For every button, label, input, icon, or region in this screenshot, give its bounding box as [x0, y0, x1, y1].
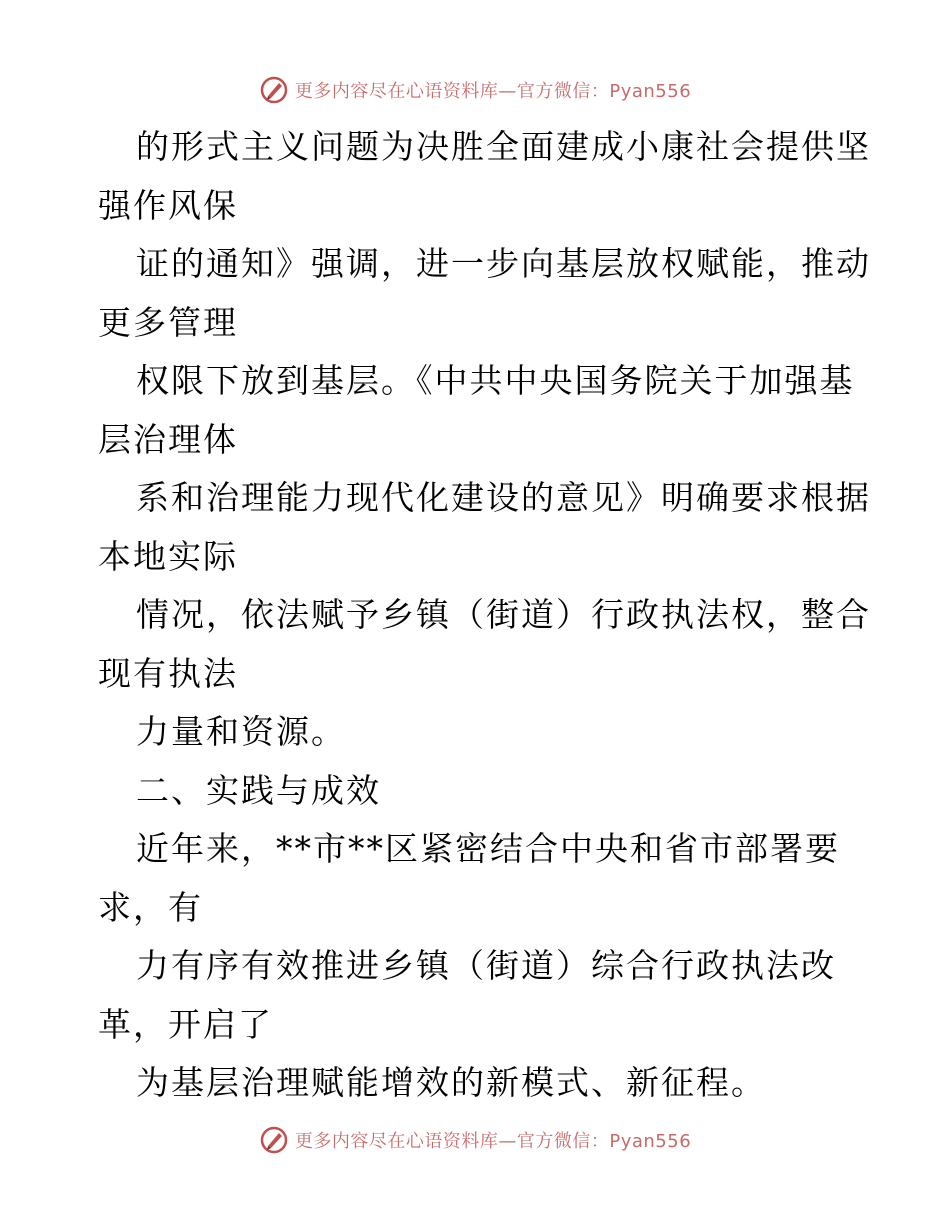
pen-circle-logo-icon [259, 75, 289, 105]
footer-banner-text: 更多内容尽在心语资料库—官方微信：Pyan556 [294, 1131, 692, 1152]
text-line: 证的通知》强调，进一步向基层放权赋能，推动 [136, 244, 871, 283]
footer-banner [0, 1122, 950, 1158]
text-line: 力有序有效推进乡镇（街道）综合行政执法改 [136, 946, 836, 985]
text-line: 革，开启了 [98, 1004, 273, 1044]
document-body [98, 118, 871, 1113]
text-line: 更多管理 [98, 302, 238, 342]
text-line: 求，有 [98, 887, 203, 927]
header-banner-text: 更多内容尽在心语资料库—官方微信：Pyan556 [294, 81, 692, 102]
text-line: 二、实践与成效 [136, 770, 381, 810]
text-line: 强作风保 [98, 185, 238, 225]
text-line: 力量和资源。 [136, 712, 346, 751]
text-line: 系和治理能力现代化建设的意见》明确要求根据 [136, 478, 871, 517]
text-line: 本地实际 [98, 536, 238, 576]
header-banner [0, 72, 950, 108]
text-line: 为基层治理赋能增效的新模式、新征程。 [136, 1063, 766, 1102]
pen-circle-logo-icon [259, 1125, 289, 1155]
text-line: 现有执法 [98, 653, 238, 693]
text-line: 权限下放到基层。《中共中央国务院关于加强基 [136, 361, 855, 400]
text-line: 的形式主义问题为决胜全面建成小康社会提供坚 [136, 127, 871, 166]
text-line: 近年来，**市**区紧密结合中央和省市部署要 [136, 829, 840, 868]
text-line: 层治理体 [98, 419, 238, 459]
text-line: 情况，依法赋予乡镇（街道）行政执法权，整合 [136, 595, 871, 634]
